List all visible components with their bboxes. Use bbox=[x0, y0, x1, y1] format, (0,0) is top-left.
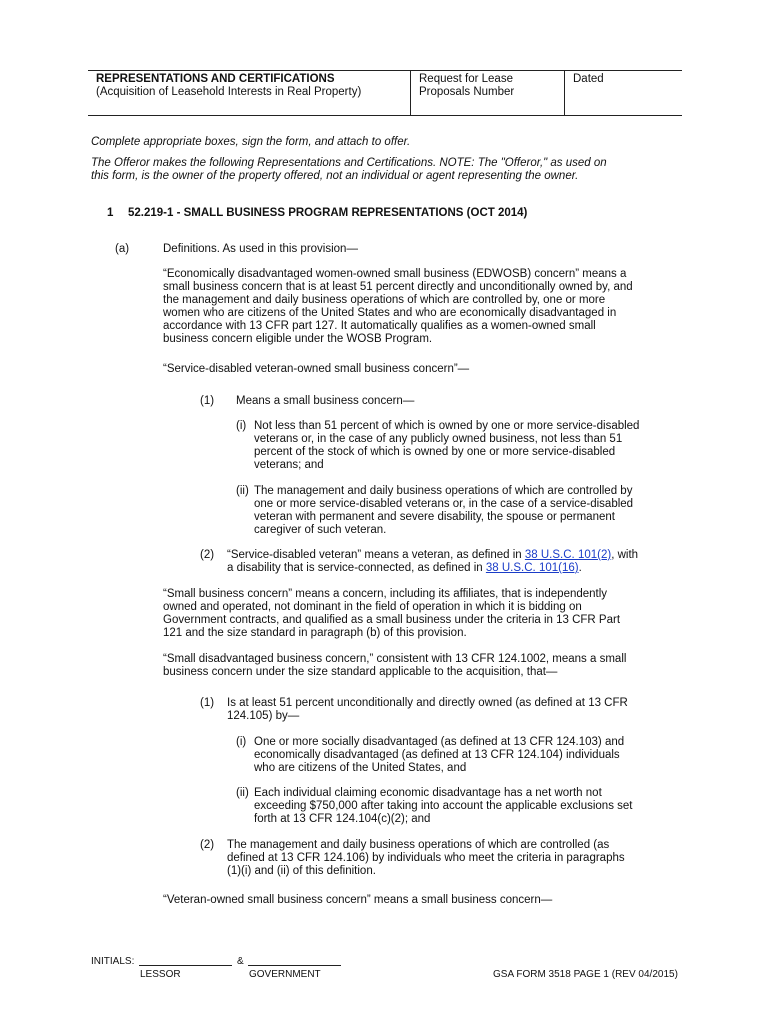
edwosb-line: accordance with 13 CFR part 127. It automatically qualifies as a women-owned small bbox=[163, 320, 596, 332]
sdb-ii-line: forth at 13 CFR 124.104(c)(2); and bbox=[254, 813, 431, 825]
sdb-2-line: defined at 13 CFR 124.106) by individuals who meet the criteria in paragraphs bbox=[227, 852, 625, 864]
sdb-ii-text bbox=[254, 787, 632, 826]
sdb-2-text bbox=[227, 839, 625, 878]
sdvosb-i-line: Not less than 51 percent of which is owned by one or more service-disabled bbox=[254, 420, 640, 432]
intro-instruction: Complete appropriate boxes, sign the form, and attach to offer. bbox=[91, 136, 411, 148]
para-a-text: Definitions. As used in this provision— bbox=[163, 243, 358, 255]
text: “Service-disabled veteran” means a veteran, as defined in bbox=[227, 549, 525, 561]
sdb-ii-label: (ii) bbox=[236, 787, 249, 799]
sbc-line: Government contracts, and qualified as a small business under the criteria in 13 CFR Part bbox=[163, 614, 621, 626]
edwosb-line: the management and daily business operations of which are controlled by, one or more bbox=[163, 294, 606, 306]
header-table bbox=[88, 70, 682, 116]
rlp-label-line1: Request for Lease bbox=[419, 73, 513, 85]
form-title: REPRESENTATIONS AND CERTIFICATIONS bbox=[96, 73, 335, 85]
text: a disability that is service-connected, as defined in bbox=[227, 562, 486, 574]
sdb-2-line: The management and daily business operations of which are controlled (as bbox=[227, 839, 610, 851]
dated-label: Dated bbox=[573, 73, 604, 85]
sdvosb-1-text: Means a small business concern— bbox=[236, 395, 415, 407]
initials-label: INITIALS: bbox=[91, 956, 135, 967]
sdvosb-ii-label: (ii) bbox=[236, 485, 249, 497]
sbc-line: owned and operated, not dominant in the field of operation in which it is bidding on bbox=[163, 601, 582, 613]
vosb-definition: “Veteran-owned small business concern” means a small business concern— bbox=[163, 894, 553, 906]
sdvosb-ii-line: The management and daily business operations of which are controlled by bbox=[254, 485, 633, 497]
sdb-i-text bbox=[254, 736, 624, 775]
sdvosb-1-label: (1) bbox=[200, 395, 215, 407]
usc-101-16-link[interactable]: 38 U.S.C. 101(16) bbox=[485, 562, 579, 574]
para-a-label: (a) bbox=[115, 243, 130, 255]
text: , with bbox=[611, 549, 639, 561]
sdvosb-i-text bbox=[254, 420, 639, 472]
sdb-i-label: (i) bbox=[236, 736, 247, 748]
sdb-1-text bbox=[227, 697, 628, 723]
sdvosb-2-line1 bbox=[227, 549, 638, 562]
sdvosb-heading: “Service-disabled veteran-owned small business concern”— bbox=[163, 363, 470, 375]
intro-note-line2: this form, is the owner of the property offered, not an individual or agent representing the owner. bbox=[91, 170, 579, 182]
sdb-1-label: (1) bbox=[200, 697, 215, 709]
sbc-definition bbox=[163, 588, 620, 640]
sdvosb-i-label: (i) bbox=[236, 420, 247, 432]
sdb-line: “Small disadvantaged business concern,” consistent with 13 CFR 124.1002, means a small bbox=[163, 653, 627, 665]
sdb-i-line: who are citizens of the United States, and bbox=[254, 762, 467, 774]
sdvosb-i-line: veterans; and bbox=[254, 459, 324, 471]
sdvosb-ii-line: caregiver of such veteran. bbox=[254, 524, 387, 536]
sdb-2-label: (2) bbox=[200, 839, 215, 851]
lessor-initials-line[interactable] bbox=[139, 965, 232, 966]
sdvosb-2-label: (2) bbox=[200, 549, 215, 561]
form-footer: GSA FORM 3518 PAGE 1 (REV 04/2015) bbox=[493, 969, 678, 980]
dated-cell[interactable] bbox=[564, 71, 683, 115]
sdb-i-line: economically disadvantaged (as defined at 13 CFR 124.104) individuals bbox=[254, 749, 620, 761]
edwosb-line: small business concern that is at least 51 percent directly and unconditionally owned by, and bbox=[163, 281, 633, 293]
sbc-line: “Small business concern” means a concern, including its affiliates, that is independently bbox=[163, 588, 608, 600]
sdb-2-line: (1)(i) and (ii) of this definition. bbox=[227, 865, 376, 877]
intro-note-line1: The Offeror makes the following Representations and Certifications. NOTE: The "Offeror," as used on bbox=[91, 157, 607, 169]
edwosb-line: business concern eligible under the WOSB Program. bbox=[163, 333, 433, 345]
sdvosb-ii-line: veteran with permanent and severe disability, the spouse or permanent bbox=[254, 511, 615, 523]
form-subtitle: (Acquisition of Leasehold Interests in Real Property) bbox=[96, 86, 362, 98]
sdvosb-2-line2 bbox=[227, 562, 582, 575]
sdb-ii-line: Each individual claiming economic disadvantage has a net worth not bbox=[254, 787, 602, 799]
initials-ampersand: & bbox=[237, 956, 244, 967]
government-initials-line[interactable] bbox=[248, 965, 341, 966]
sdvosb-i-line: percent of the stock of which is owned by one or more service-disabled bbox=[254, 446, 616, 458]
text: . bbox=[578, 562, 582, 574]
sdb-1-line: Is at least 51 percent unconditionally and directly owned (as defined at 13 CFR bbox=[227, 697, 628, 709]
edwosb-definition bbox=[163, 268, 680, 346]
edwosb-line: women who are citizens of the United States and who are economically disadvantaged in bbox=[163, 307, 617, 319]
sdb-i-line: One or more socially disadvantaged (as defined at 13 CFR 124.103) and bbox=[254, 736, 625, 748]
sbc-line: 121 and the size standard in paragraph (b) of this provision. bbox=[163, 627, 467, 639]
lessor-label: LESSOR bbox=[140, 969, 181, 980]
section-number: 1 bbox=[107, 207, 114, 219]
sdvosb-ii-line: one or more service-disabled veterans or, in the case of a service-disabled bbox=[254, 498, 634, 510]
sdvosb-i-line: veterans or, in the case of any publicly owned business, not less than 51 bbox=[254, 433, 623, 445]
government-label: GOVERNMENT bbox=[249, 969, 321, 980]
sdb-1-line: 124.105) by— bbox=[227, 710, 300, 722]
section-title: 52.219-1 - SMALL BUSINESS PROGRAM REPRESENTATIONS (OCT 2014) bbox=[128, 207, 528, 219]
rlp-label-line2: Proposals Number bbox=[419, 86, 515, 98]
sdb-ii-line: exceeding $750,000 after taking into account the applicable exclusions set bbox=[254, 800, 633, 812]
sdvosb-ii-text bbox=[254, 485, 633, 537]
rlp-number-cell[interactable] bbox=[410, 71, 565, 115]
sdb-definition bbox=[163, 653, 626, 679]
edwosb-line: “Economically disadvantaged women-owned small business (EDWOSB) concern” means a bbox=[163, 268, 627, 280]
sdb-line: business concern under the size standard applicable to the acquisition, that— bbox=[163, 666, 558, 678]
usc-101-2-link[interactable]: 38 U.S.C. 101(2) bbox=[524, 549, 612, 561]
header-title-cell bbox=[88, 71, 410, 115]
